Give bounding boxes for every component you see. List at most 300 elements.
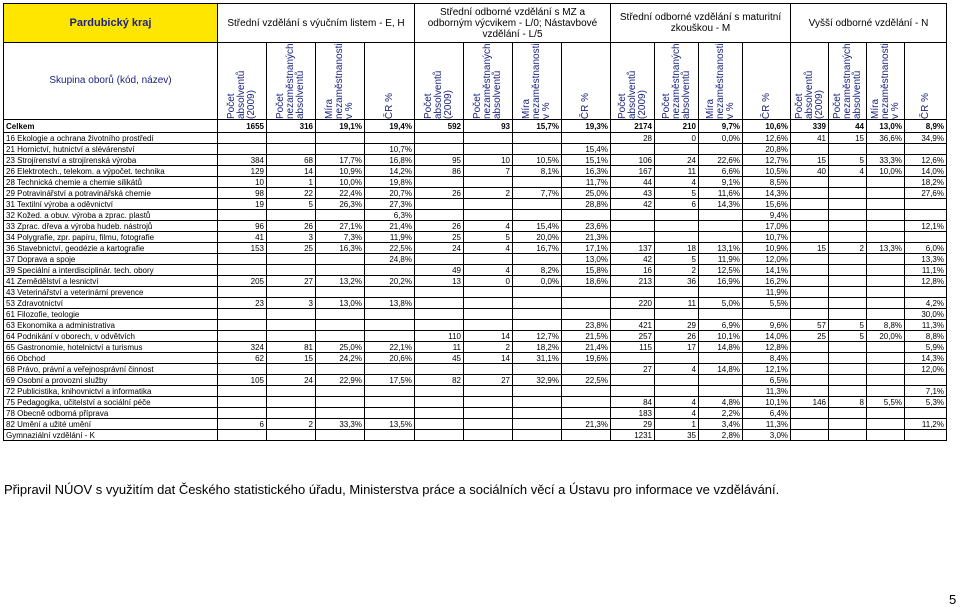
table-cell: 5,9% (905, 342, 947, 353)
region-title: Pardubický kraj (4, 4, 218, 43)
table-cell: 10,0% (316, 177, 365, 188)
table-cell: 10,7% (365, 144, 415, 155)
row-label: 31 Textilní výroba a oděvnictví (4, 199, 218, 210)
table-row (4, 419, 947, 430)
table-cell: 31,1% (513, 353, 562, 364)
table-cell (611, 375, 655, 386)
column-header-label: Počet nezaměstnaných absolventů (660, 43, 692, 119)
table-cell (791, 276, 829, 287)
table-cell: 4 (829, 166, 867, 177)
table-cell: 17,5% (365, 375, 415, 386)
table-cell: 9,4% (743, 210, 791, 221)
table-cell (513, 419, 562, 430)
row-label: 66 Obchod (4, 353, 218, 364)
table-row (4, 144, 947, 155)
table-cell (316, 133, 365, 144)
table-row (4, 232, 947, 243)
table-cell: 15,1% (562, 155, 611, 166)
column-header-label: Počet absolventů (2009) (616, 70, 648, 119)
table-cell: 11 (655, 298, 699, 309)
table-cell (464, 397, 513, 408)
table-cell (867, 254, 905, 265)
table-cell: 40 (791, 166, 829, 177)
table-cell: 36 (655, 276, 699, 287)
table-cell (655, 221, 699, 232)
table-cell (829, 177, 867, 188)
table-cell: 7,1% (905, 386, 947, 397)
table-cell (699, 232, 743, 243)
table-cell (867, 287, 905, 298)
table-cell (791, 188, 829, 199)
column-header-label: ČR % (383, 92, 395, 119)
table-cell: 12,1% (743, 364, 791, 375)
table-cell (829, 210, 867, 221)
table-cell: 4 (464, 265, 513, 276)
table-cell: 17,0% (743, 221, 791, 232)
table-cell: 5 (267, 199, 316, 210)
table-cell: 1655 (218, 120, 267, 133)
table-cell: 19,8% (365, 177, 415, 188)
table-cell: 25 (267, 243, 316, 254)
table-cell: 49 (415, 265, 464, 276)
column-header (513, 43, 562, 120)
table-cell: 42 (611, 254, 655, 265)
table-cell: 6 (218, 419, 267, 430)
table-cell (791, 375, 829, 386)
table-cell (791, 177, 829, 188)
table-cell: 213 (611, 276, 655, 287)
table-cell (699, 375, 743, 386)
row-label: 41 Zemědělství a lesnictví (4, 276, 218, 287)
table-cell: 2 (267, 419, 316, 430)
table-row (4, 177, 947, 188)
table-cell (791, 364, 829, 375)
table-cell: 14,8% (699, 364, 743, 375)
table-cell: 10,1% (743, 397, 791, 408)
table-cell: 42 (611, 199, 655, 210)
table-cell (562, 408, 611, 419)
table-cell: 25 (791, 331, 829, 342)
row-label: 78 Obecně odborná příprava (4, 408, 218, 419)
group-header-row (4, 4, 947, 43)
table-cell (867, 221, 905, 232)
table-cell (513, 430, 562, 441)
table-cell (611, 210, 655, 221)
column-header (655, 43, 699, 120)
table-cell: 22,6% (699, 155, 743, 166)
table-cell: 19,6% (562, 353, 611, 364)
table-cell (905, 232, 947, 243)
table-cell: 21,3% (562, 232, 611, 243)
row-label: 23 Strojírenství a strojírenská výroba (4, 155, 218, 166)
row-label: 65 Gastronomie, hotelnictví a turismus (4, 342, 218, 353)
table-cell: 129 (218, 166, 267, 177)
table-cell: 15,4% (562, 144, 611, 155)
table-cell (415, 199, 464, 210)
table-cell: 12,0% (743, 254, 791, 265)
table-cell: 4,8% (699, 397, 743, 408)
table-cell (464, 320, 513, 331)
table-cell (415, 408, 464, 419)
table-cell (829, 265, 867, 276)
table-row (4, 287, 947, 298)
table-cell: 30,0% (905, 309, 947, 320)
column-header-label: Míra nezaměstnanosti v % (869, 43, 901, 119)
table-cell (415, 144, 464, 155)
row-label: 63 Ekonomika a administrativa (4, 320, 218, 331)
table-cell (829, 419, 867, 430)
table-cell: 110 (415, 331, 464, 342)
table-cell: 8,8% (867, 320, 905, 331)
table-cell: 12,7% (513, 331, 562, 342)
table-cell: 10,7% (743, 232, 791, 243)
table-cell: 153 (218, 243, 267, 254)
table-cell: 2,8% (699, 430, 743, 441)
table-row (4, 309, 947, 320)
table-cell (365, 265, 415, 276)
table-cell: 220 (611, 298, 655, 309)
table-cell: 22,5% (562, 375, 611, 386)
table-cell (267, 309, 316, 320)
table-cell: 43 (611, 188, 655, 199)
table-cell (829, 232, 867, 243)
table-cell: 6,5% (743, 375, 791, 386)
table-cell (655, 375, 699, 386)
column-header-label: Míra nezaměstnanosti v % (324, 43, 355, 119)
table-cell (464, 287, 513, 298)
table-cell (611, 309, 655, 320)
table-cell: 24 (415, 243, 464, 254)
table-cell: 16,9% (699, 276, 743, 287)
table-cell: 35 (655, 430, 699, 441)
row-label: 53 Zdravotnictví (4, 298, 218, 309)
table-cell (267, 320, 316, 331)
unemployment-table (3, 3, 947, 441)
table-cell: 13,3% (905, 254, 947, 265)
table-cell: 11,6% (699, 188, 743, 199)
table-cell: 86 (415, 166, 464, 177)
table-cell: 20,8% (743, 144, 791, 155)
table-cell (218, 331, 267, 342)
table-cell (218, 408, 267, 419)
table-cell: 22,9% (316, 375, 365, 386)
table-cell: 1 (655, 419, 699, 430)
table-cell: 20,0% (867, 331, 905, 342)
table-cell: 57 (791, 320, 829, 331)
table-cell (867, 419, 905, 430)
table-cell (267, 408, 316, 419)
row-label: 39 Speciální a interdisciplinár. tech. obory (4, 265, 218, 276)
table-cell: 6,3% (365, 210, 415, 221)
table-cell: 257 (611, 331, 655, 342)
table-cell: 8,9% (905, 120, 947, 133)
table-cell (513, 199, 562, 210)
table-cell (791, 386, 829, 397)
row-label: 28 Technická chemie a chemie silikátů (4, 177, 218, 188)
table-cell: 15,7% (513, 120, 562, 133)
table-cell: 9,6% (743, 320, 791, 331)
table-cell: 15,6% (743, 199, 791, 210)
row-label: 72 Publicistika, knihovnictví a informatika (4, 386, 218, 397)
table-cell (867, 353, 905, 364)
table-cell: 11,3% (905, 320, 947, 331)
table-cell: 15 (791, 155, 829, 166)
table-cell (316, 397, 365, 408)
table-row (4, 353, 947, 364)
table-cell: 6 (655, 199, 699, 210)
table-cell: 29 (655, 320, 699, 331)
table-cell (464, 309, 513, 320)
table-cell (829, 254, 867, 265)
table-cell (218, 309, 267, 320)
table-cell (218, 430, 267, 441)
table-cell (464, 144, 513, 155)
table-cell: 9,1% (699, 177, 743, 188)
table-cell (267, 144, 316, 155)
table-cell: 93 (464, 120, 513, 133)
table-cell (316, 265, 365, 276)
table-cell (655, 144, 699, 155)
table-row (4, 221, 947, 232)
table-cell: 5 (655, 254, 699, 265)
table-cell (464, 254, 513, 265)
table-cell (829, 364, 867, 375)
table-cell: 45 (415, 353, 464, 364)
table-cell: 20,0% (513, 232, 562, 243)
table-cell (415, 309, 464, 320)
column-header-label: Počet absolventů (2009) (226, 70, 257, 119)
table-cell (365, 386, 415, 397)
table-cell: 0 (464, 276, 513, 287)
table-cell (365, 320, 415, 331)
table-cell: 5,5% (743, 298, 791, 309)
table-cell: 13,8% (365, 298, 415, 309)
table-cell (316, 364, 365, 375)
row-label: 64 Podnikání v oborech, v odvětvích (4, 331, 218, 342)
table-row (4, 408, 947, 419)
table-cell: 0 (655, 133, 699, 144)
table-cell: 14 (464, 331, 513, 342)
table-cell (365, 133, 415, 144)
table-cell (365, 364, 415, 375)
table-row (4, 430, 947, 441)
table-cell: 6,4% (743, 408, 791, 419)
table-cell: 22 (267, 188, 316, 199)
table-cell: 11,2% (905, 419, 947, 430)
table-cell (267, 397, 316, 408)
table-cell (415, 430, 464, 441)
table-row (4, 254, 947, 265)
table-cell: 20,2% (365, 276, 415, 287)
table-cell: 21,3% (562, 419, 611, 430)
table-cell: 17 (655, 342, 699, 353)
table-cell (655, 386, 699, 397)
table-cell: 13,5% (365, 419, 415, 430)
table-row (4, 320, 947, 331)
table-row (4, 199, 947, 210)
row-label: 29 Potravinářství a potravinářská chemie (4, 188, 218, 199)
group-n: Vyšší odborné vzdělání - N (791, 4, 947, 43)
table-cell (791, 419, 829, 430)
table-cell: 6,0% (905, 243, 947, 254)
table-cell (655, 210, 699, 221)
table-cell: 95 (415, 155, 464, 166)
table-cell: 12,8% (905, 276, 947, 287)
table-cell (513, 397, 562, 408)
table-cell (464, 199, 513, 210)
table-cell (267, 254, 316, 265)
table-cell (316, 254, 365, 265)
table-cell (867, 265, 905, 276)
table-cell (464, 177, 513, 188)
table-cell: 22,4% (316, 188, 365, 199)
table-cell: 324 (218, 342, 267, 353)
table-cell: 13 (415, 276, 464, 287)
table-cell (415, 419, 464, 430)
table-cell: 25,0% (316, 342, 365, 353)
table-cell: 19,1% (316, 120, 365, 133)
column-header (699, 43, 743, 120)
table-cell: 13,2% (316, 276, 365, 287)
table-cell (829, 287, 867, 298)
table-cell (562, 430, 611, 441)
table-cell (218, 133, 267, 144)
table-cell (218, 287, 267, 298)
table-cell (867, 177, 905, 188)
table-cell: 2 (829, 243, 867, 254)
table-row (4, 188, 947, 199)
table-cell: 14 (464, 353, 513, 364)
column-header-label: ČR % (760, 92, 772, 119)
table-row (4, 386, 947, 397)
table-cell: 26 (415, 188, 464, 199)
table-cell (218, 265, 267, 276)
row-label: Gymnaziální vzdělání - K (4, 430, 218, 441)
table-cell: 11,9% (365, 232, 415, 243)
group-ehj: Střední vzdělání s výučním listem - E, H (218, 4, 415, 43)
table-cell (791, 309, 829, 320)
column-header (791, 43, 829, 120)
table-cell (464, 386, 513, 397)
table-cell: 14,3% (699, 199, 743, 210)
table-cell: 115 (611, 342, 655, 353)
table-cell: 16,3% (316, 243, 365, 254)
table-cell (611, 232, 655, 243)
table-cell (829, 298, 867, 309)
table-cell: 27 (611, 364, 655, 375)
table-cell: 15 (267, 353, 316, 364)
table-cell (415, 320, 464, 331)
table-cell: 14,3% (905, 353, 947, 364)
table-cell: 27,1% (316, 221, 365, 232)
table-cell: 8,5% (743, 177, 791, 188)
table-cell (464, 133, 513, 144)
table-cell: 592 (415, 120, 464, 133)
table-cell: 12,0% (905, 364, 947, 375)
table-cell: 105 (218, 375, 267, 386)
table-cell: 18,2% (905, 177, 947, 188)
table-cell: 16,3% (562, 166, 611, 177)
table-cell (562, 386, 611, 397)
table-cell (365, 287, 415, 298)
table-cell (218, 364, 267, 375)
table-cell: 6,6% (699, 166, 743, 177)
table-cell: 98 (218, 188, 267, 199)
table-cell (218, 254, 267, 265)
table-cell (464, 430, 513, 441)
table-cell: 24 (267, 375, 316, 386)
table-cell (867, 342, 905, 353)
skupina-header: Skupina oborů (kód, název) (4, 43, 218, 120)
table-cell: 25,0% (562, 188, 611, 199)
table-cell: 2 (464, 342, 513, 353)
table-cell (562, 298, 611, 309)
table-cell: 34,9% (905, 133, 947, 144)
table-cell: 26 (655, 331, 699, 342)
column-header-label: Počet absolventů (2009) (793, 70, 825, 119)
table-row (4, 210, 947, 221)
table-cell (415, 177, 464, 188)
table-row (4, 133, 947, 144)
table-cell (611, 221, 655, 232)
table-cell: 0,0% (699, 133, 743, 144)
table-cell (415, 287, 464, 298)
table-cell (513, 320, 562, 331)
table-cell (267, 430, 316, 441)
table-body (4, 4, 947, 441)
table-cell: 28 (611, 133, 655, 144)
table-cell: 22,5% (365, 243, 415, 254)
table-cell: 4 (464, 221, 513, 232)
table-cell (791, 342, 829, 353)
row-label: Celkem (4, 120, 218, 133)
column-header (867, 43, 905, 120)
table-cell (829, 276, 867, 287)
row-label: 16 Ekologie a ochrana životního prostředí (4, 133, 218, 144)
table-cell: 27,6% (905, 188, 947, 199)
table-cell: 33,3% (316, 419, 365, 430)
table-cell (316, 320, 365, 331)
row-label: 75 Pedagogika, učitelství a sociální péče (4, 397, 218, 408)
table-cell (464, 419, 513, 430)
table-cell: 84 (611, 397, 655, 408)
table-cell (699, 221, 743, 232)
table-cell (867, 144, 905, 155)
table-cell: 1231 (611, 430, 655, 441)
table-cell (699, 144, 743, 155)
table-cell: 8 (829, 397, 867, 408)
table-cell (905, 375, 947, 386)
table-cell: 24 (655, 155, 699, 166)
row-label: 43 Veterinářství a veterinární prevence (4, 287, 218, 298)
table-cell: 10,1% (699, 331, 743, 342)
table-cell (699, 353, 743, 364)
table-cell (829, 309, 867, 320)
table-cell: 13,0% (316, 298, 365, 309)
table-cell: 29 (611, 419, 655, 430)
table-cell: 14,8% (699, 342, 743, 353)
column-header (218, 43, 267, 120)
table-cell (699, 386, 743, 397)
table-row (4, 375, 947, 386)
table-cell (611, 386, 655, 397)
table-cell: 11 (655, 166, 699, 177)
page-number: 5 (949, 592, 957, 607)
table-cell: 14,1% (743, 265, 791, 276)
table-cell: 10,6% (743, 120, 791, 133)
table-cell (513, 144, 562, 155)
table-cell (611, 287, 655, 298)
